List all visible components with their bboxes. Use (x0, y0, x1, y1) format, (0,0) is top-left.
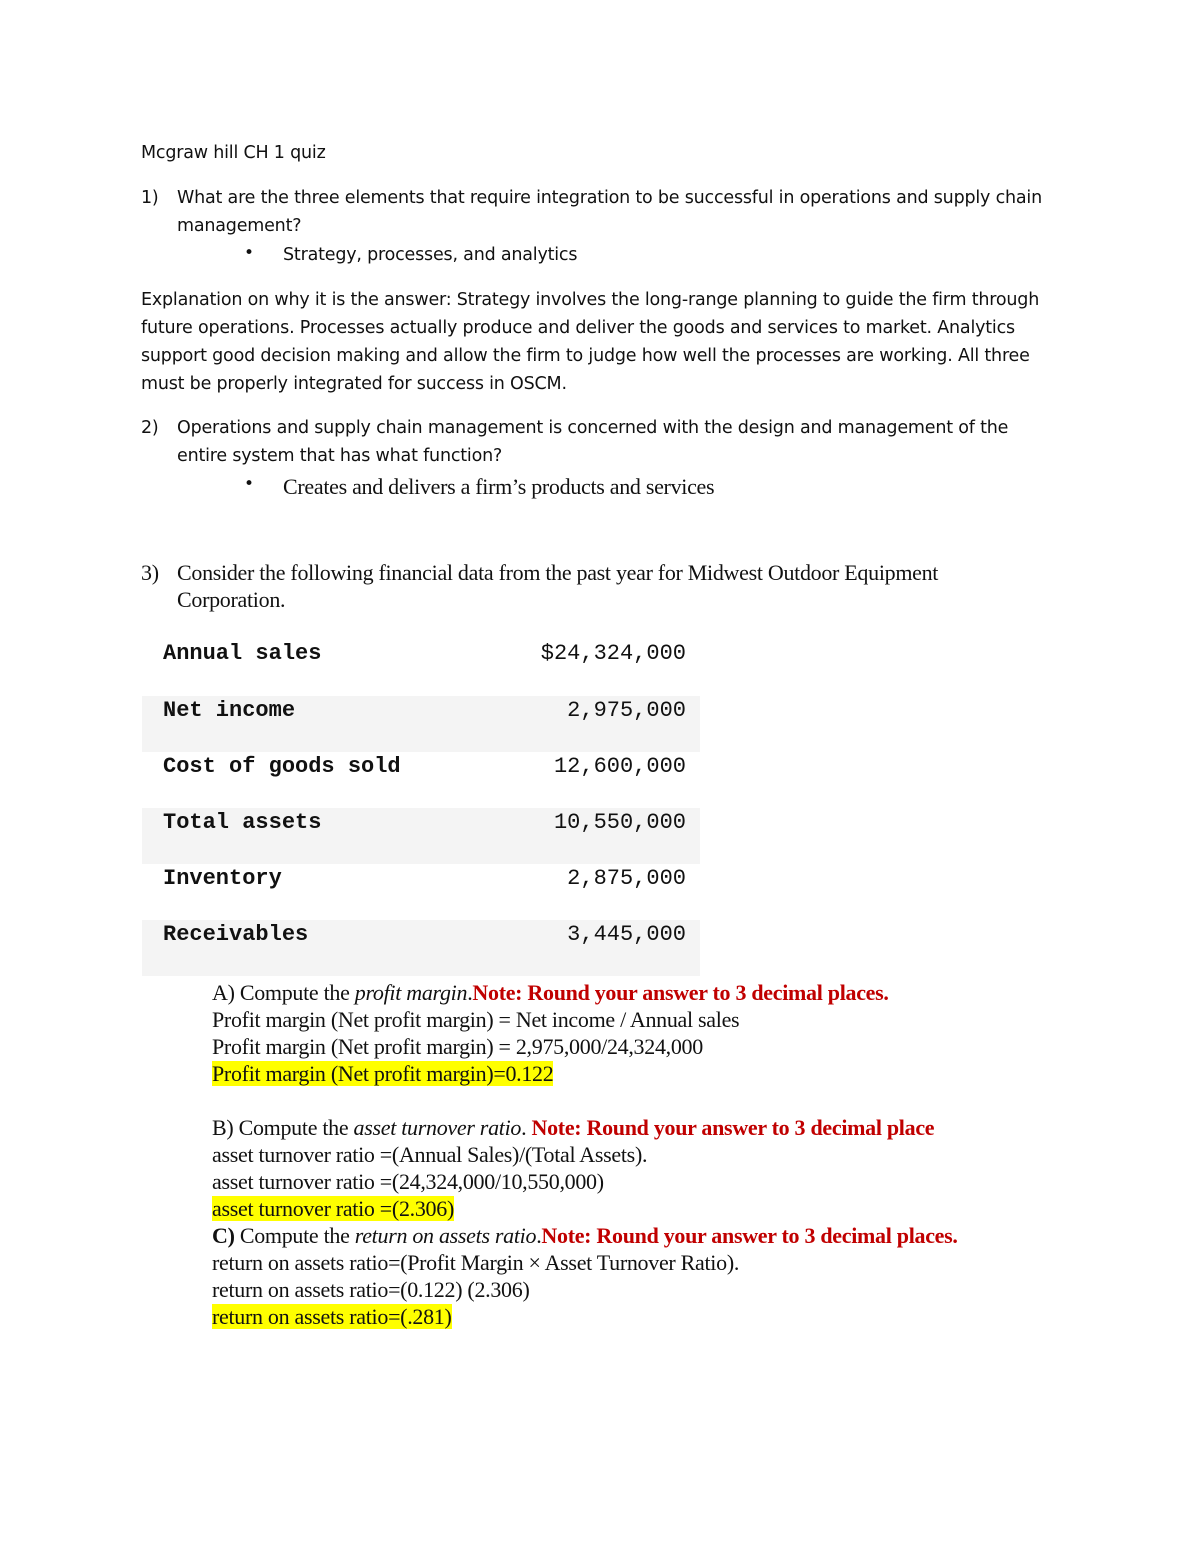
rounding-note: Note: Round your answer to 3 decimal place (531, 1115, 935, 1140)
row-value: 3,445,000 (567, 922, 686, 947)
table-row (142, 920, 700, 976)
question-number: 1) (141, 188, 159, 208)
rounding-note: Note: Round your answer to 3 decimal places. (541, 1223, 958, 1248)
table-row (142, 696, 700, 752)
part-dot: . (467, 980, 473, 1005)
highlighted-answer: return on assets ratio=(.281) (212, 1304, 452, 1329)
table-row (142, 639, 700, 695)
formula-line: asset turnover ratio =(Annual Sales)/(Total Assets). (212, 1142, 648, 1167)
question-text: management? (177, 216, 302, 236)
question-text: Consider the following financial data from the past year for Midwest Outdoor Equipment (177, 560, 939, 585)
question-number: 2) (141, 418, 159, 438)
rounding-note: Note: Round your answer to 3 decimal places. (472, 980, 889, 1005)
part-term: asset turnover ratio (353, 1115, 522, 1140)
formula-line: asset turnover ratio =(24,324,000/10,550,000) (212, 1169, 604, 1194)
formula-line: Profit margin (Net profit margin) = Net income / Annual sales (212, 1007, 740, 1032)
table-row (142, 864, 700, 920)
bullet-icon: • (244, 474, 255, 494)
row-value: 10,550,000 (553, 810, 686, 835)
row-label: Annual sales (163, 641, 322, 666)
answer-line (212, 1061, 553, 1087)
part-term: return on assets ratio (354, 1223, 537, 1248)
formula-line: return on assets ratio=(0.122) (2.306) (212, 1277, 530, 1302)
formula-line: Profit margin (Net profit margin) = 2,975,000/24,324,000 (212, 1034, 703, 1059)
part-term: profit margin (354, 980, 468, 1005)
explanation-line: support good decision making and allow the firm to judge how well the processes are working. All three (141, 346, 1030, 366)
part-heading (212, 1115, 934, 1141)
row-label: Net income (163, 698, 296, 723)
row-value: 2,975,000 (567, 698, 686, 723)
explanation-line: must be properly integrated for success in OSCM. (141, 374, 567, 394)
part-heading (212, 1223, 958, 1249)
page-title: Mcgraw hill CH 1 quiz (141, 143, 326, 163)
part-label: C) (212, 1223, 235, 1248)
row-label: Total assets (163, 810, 322, 835)
formula-line: return on assets ratio=(Profit Margin × Asset Turnover Ratio). (212, 1250, 740, 1275)
question-text: What are the three elements that require integration to be successful in operations and supply chain (177, 188, 1042, 208)
part-prefix: A) Compute the (212, 980, 355, 1005)
row-value: 12,600,000 (553, 754, 686, 779)
highlighted-answer: Profit margin (Net profit margin)=0.122 (212, 1061, 554, 1086)
highlighted-answer: asset turnover ratio =(2.306) (212, 1196, 454, 1221)
answer-text: Creates and delivers a firm’s products and services (283, 474, 715, 499)
answer-line (212, 1304, 452, 1330)
part-heading (212, 980, 889, 1006)
explanation-line: future operations. Processes actually produce and deliver the goods and services to market. Analytics (141, 318, 1015, 338)
row-value: $24,324,000 (540, 641, 686, 666)
part-prefix: Compute the (234, 1223, 355, 1248)
row-label: Cost of goods sold (163, 754, 401, 779)
question-text: Operations and supply chain management is concerned with the design and management of the (177, 418, 1009, 438)
table-row (142, 808, 700, 864)
answer-line (212, 1196, 454, 1222)
part-dot: . (536, 1223, 542, 1248)
row-value: 2,875,000 (567, 866, 686, 891)
row-label: Receivables (163, 922, 309, 947)
explanation-line: Explanation on why it is the answer: Strategy involves the long-range planning to guide the firm through (141, 290, 1040, 310)
answer-text: Strategy, processes, and analytics (283, 245, 578, 265)
table-row (142, 752, 700, 808)
part-dot: . (521, 1115, 532, 1140)
question-text: entire system that has what function? (177, 446, 503, 466)
question-number: 3) (141, 560, 159, 585)
part-prefix: B) Compute the (212, 1115, 354, 1140)
row-label: Inventory (163, 866, 282, 891)
question-text: Corporation. (177, 587, 286, 612)
bullet-icon: • (244, 243, 255, 263)
